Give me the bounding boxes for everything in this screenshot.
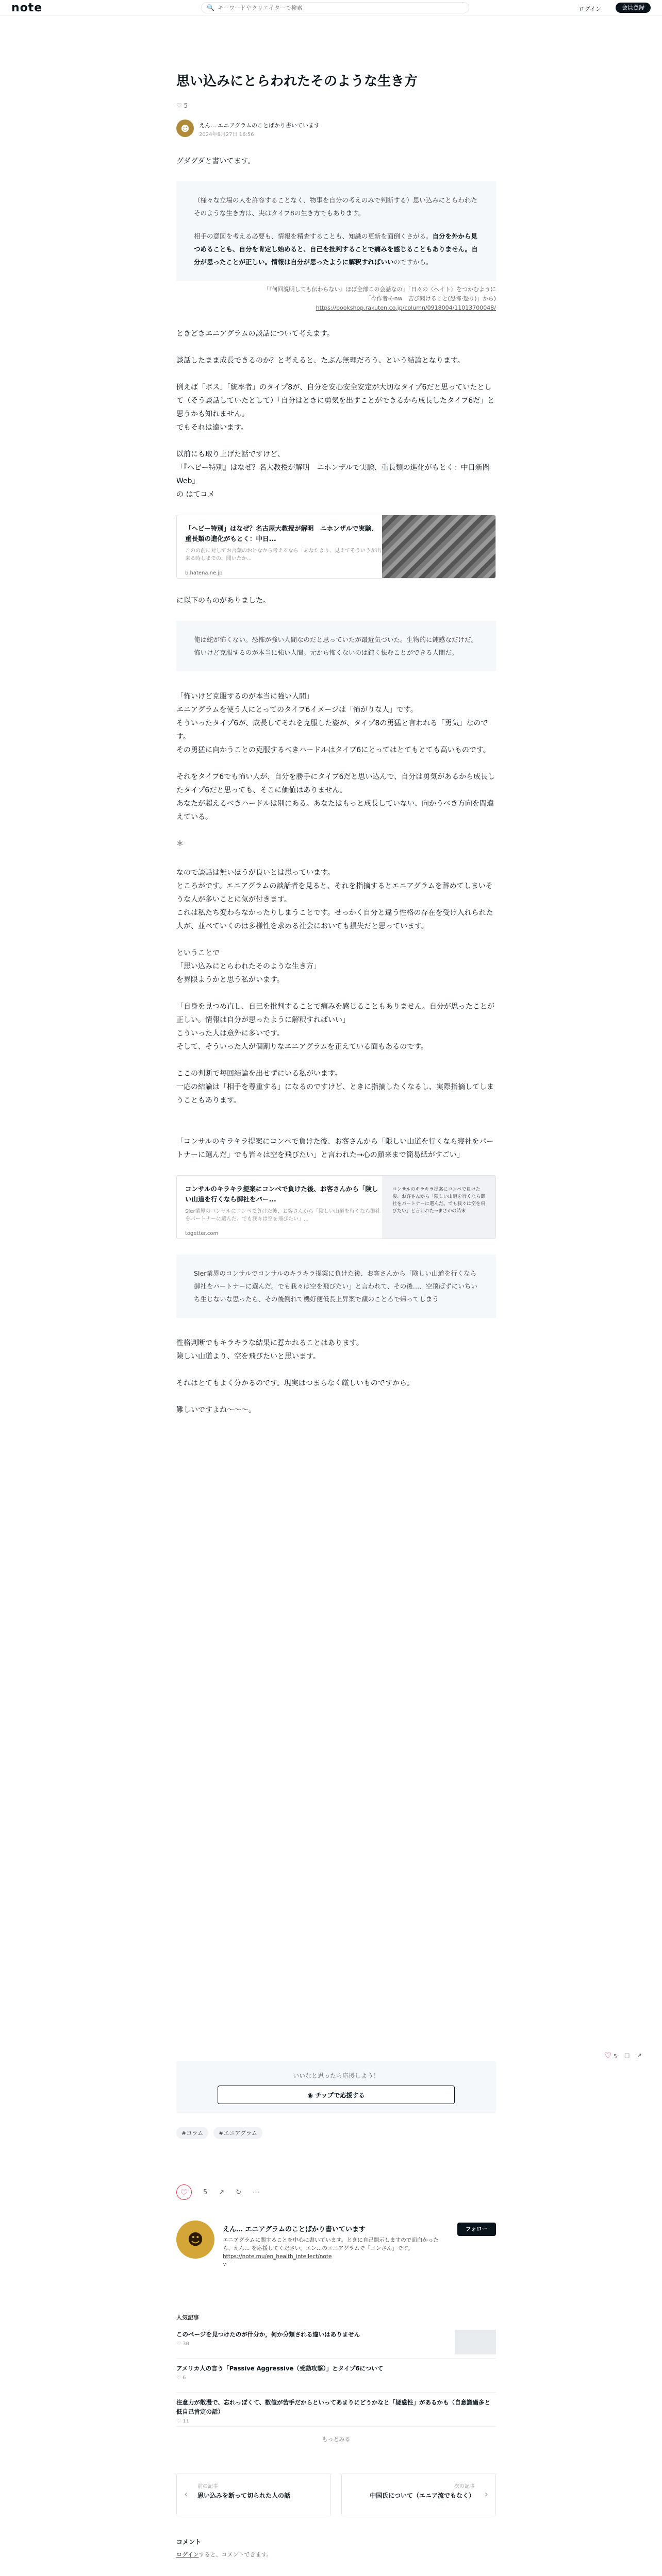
paragraph: 「怖いけど克服するのが本当に強い人間」 エニアグラムを使う人にとってのタイプ6イメージは「怖がりな人」です。 そういったタイプ6が、成長してそれを克服した姿が、タイプ8の勇猛と言われる「勇気」なのです。 その勇猛に向かうことの克服するべきハードルはタイプ6にとってはとてもとても高いものです。: [176, 692, 490, 754]
paragraph: に以下のものがありました。: [176, 597, 270, 605]
paragraph: 以前にも取り上げた話ですけど、 「『ヘビー特別』はなぜ？名大教授が解明 ニホンザルで実験、重長類の進化がもとく：中日新聞Web」 の はてコメ: [176, 450, 490, 499]
paragraph: なので談話は無いほうが良いとは思っています。 ところがです。エニアグラムの談話者を見ると、それを指摘するとエニアグラムを辞めてしまいそうな人が多いことに気が付きます。 これは私たち変わらなかったりしまうことです。せっかく自分と違う性格の存在を受け入れられた人が、並べていくのは多様性を求める社会においても損失だと思っています。: [176, 869, 493, 930]
blockquote: [176, 181, 496, 281]
article-body: [176, 155, 496, 1430]
comment-icon[interactable]: □: [624, 2052, 630, 2059]
quote-citation: 「『何回説明しても伝わらない』ほぼ全部この会話なの」「日々の〈ヘイト〉をつかむように 「今作者-(-nw 苦び聞けること(恐怖·怒り)」から) https://bookshop.rakuten.co.jp/column/0918004/11013700048/: [263, 286, 496, 311]
list-item[interactable]: 注意力が散漫で、忘れっぽくて、数値が苦手だからといってあまりにどうかなと「疑惑性」があるかも（自意識過多と低自己肯定の話） ♡ 11: [176, 2398, 496, 2427]
search-input[interactable]: [218, 5, 455, 11]
next-article-link[interactable]: › 次の記事 中国氏について（エニア流でもなく）: [341, 2473, 496, 2516]
gift-icon: ◉: [307, 2092, 313, 2099]
link-card-title: 「ヘビー特別」はなぜ？名古屋大教授が解明 ニホンザルで実験、重長類の進化がもとく：中日...: [185, 524, 378, 543]
chevron-right-icon: ›: [484, 2489, 488, 2500]
link-card-image: コンサルのキラキラ提案にコンペで負けた後、お客さんから「険しい山道を行くなら御社をパートナーに選んだ。でも我々は空を飛びたい」と言われた→まさかの結末: [382, 1176, 495, 1239]
share-icon[interactable]: ↗: [219, 2188, 225, 2196]
link-card-url: togetter.com: [185, 1231, 219, 1236]
login-link[interactable]: ログイン: [176, 2551, 199, 2558]
note-logo[interactable]: note: [11, 2, 43, 14]
section-separator: ＊: [176, 840, 184, 848]
paragraph: それをタイプ6でも怖い人が、自分を勝手にタイプ6だと思い込んで、自分は勇気があるから成長したタイプ6だと思っても、そこに価値はありません。 あなたが超えるべきハードルは別にある。あなたはもっと成長していない、向かうべき方向を間違えている。: [176, 773, 495, 821]
login-link[interactable]: ログイン: [578, 6, 601, 12]
author-card: [176, 2221, 496, 2298]
heart-icon: ♡: [604, 2050, 612, 2060]
author-card-name[interactable]: えん… エニアグラムのことばかり書いています: [223, 2226, 366, 2233]
heart-icon: ♡: [176, 102, 182, 109]
post-date: 2024年8月27日 16:56: [199, 132, 254, 138]
avatar[interactable]: ☻: [176, 120, 194, 137]
link-card-url: b.hatena.ne.jp: [185, 570, 223, 576]
paragraph: ときどきエニアグラムの談話について考えます。: [176, 330, 335, 338]
paragraph: ということで 「思い込みにとらわれたそのような生き方」 を界限ようかと思う私がいます。: [176, 949, 321, 984]
like-button[interactable]: ♡ 5: [604, 2050, 617, 2060]
tag-item[interactable]: #エニアグラム: [213, 2127, 262, 2139]
link-card[interactable]: [176, 515, 496, 579]
link-card-desc: SIer業界のコンサルにコンペで負けた後、お客さんから「険しい山道を行くなら御社をパートナーに選んだ、でも我々は空を飛びたい」...: [185, 1209, 381, 1222]
tag-item[interactable]: #コラム: [176, 2127, 208, 2139]
comments-section: [176, 2537, 496, 2558]
paragraph: 「自身を見つめ直し、自己を批判することで痛みを感じることもありません。自分が思ったことが正しい。情報は自分が思ったように解釈すればいい」 こういった人は意外に多いです。 そして、そういった人が個割りなエニアグラムを正えている面もあるのです。: [176, 1003, 494, 1051]
repost-icon[interactable]: ↻: [236, 2188, 242, 2196]
heart-icon: ♡: [176, 2341, 181, 2347]
popular-articles: [176, 2313, 496, 2443]
link-card-desc: このの前に対してお言葉のおとなから考えるなら「あなたより、見えてそういうが出来る時しまでの、聞いたか...: [185, 548, 381, 562]
author-name[interactable]: えん… エニアグラムのことばかり書いています: [199, 122, 320, 129]
prev-next-nav: [176, 2473, 496, 2516]
link-card-image: [382, 515, 495, 579]
paragraph: ここの判断で毎回結論を出せずにいる私がいます。 一応の結論は「相手を尊重する」になるのですけど、ときに指摘したくなるし、実際指摘してしまうこともあります。: [176, 1070, 494, 1105]
tip-button[interactable]: ◉ チップで応援する: [218, 2086, 455, 2104]
paragraph: 性格判断でもキラキラな結果に惹かれることはあります。 険しい山道より、空を飛びたいと思います。: [176, 1339, 363, 1361]
comments-login-hint: ログインすると、コメントできます。: [176, 2551, 272, 2558]
comments-heading: コメント: [176, 2538, 202, 2546]
like-count-top[interactable]: ♡ 5: [176, 102, 188, 109]
support-box: [176, 2061, 496, 2113]
author-avatar[interactable]: ☻: [176, 2221, 214, 2259]
prev-article-link[interactable]: ‹ 前の記事 思い込みを断って切られた人の話: [176, 2473, 331, 2516]
top-bar: [0, 0, 662, 15]
search-icon: 🔍: [207, 4, 214, 11]
more-icon[interactable]: ⋯: [253, 2188, 260, 2196]
heart-icon: ♡: [176, 2418, 181, 2424]
paragraph: 例えば「ボス」「統率者」のタイプ8が、自分を安心安全安定が大切なタイプ6だと思っていたとして（そう談話していたとして）「自分はときに勇気を出すことができるから成長したタイプ6だ」と思うかも知れません。 でもそれは違います。: [176, 383, 495, 432]
section-label: 人気記事: [176, 2314, 199, 2321]
signup-button[interactable]: 会員登録: [616, 3, 651, 13]
blockquote: SIer業界のコンサルでコンサルのキラキラ提案に負けた後、お客さんから「険しい山道を行くなら御社をパートナーに選んだ。でも我々は空を飛びたい」と言われて、その後…、空飛ばずにいちいち生じないな思ったら、その後倒れて機好便低長上昇案で顔のことろで帰ってしまう: [176, 1255, 496, 1318]
like-count: 5: [203, 2188, 208, 2196]
search-box[interactable]: [201, 2, 469, 13]
like-button[interactable]: [176, 2184, 192, 2200]
share-icon[interactable]: ↗: [637, 2052, 642, 2059]
thumbnail: [455, 2330, 496, 2354]
heart-icon: ♡: [176, 2375, 181, 2381]
author-row: [176, 120, 496, 140]
action-bar: [176, 2184, 259, 2200]
heart-icon: ♡: [180, 2187, 188, 2197]
paragraph: それはとてもよく分かるのです。現実はつまらなく厳しいものですから。: [176, 1379, 414, 1387]
list-item[interactable]: このページを見つけたのが什分か，何か分類される違いはありません ♡ 30: [176, 2330, 496, 2359]
paragraph: 難しいですよね〜〜〜。: [176, 1406, 256, 1414]
paragraph: グダグダと書いてます。: [176, 157, 255, 165]
author-bio: エニアグラムに関することを中心に書いています。ときに自己開示しますので面白かったら、えん… を応援してください。エン…のエニアグラムで「エンさん」です。 https://note.mu/en_health_intellect/note ∵: [223, 2237, 439, 2268]
link-card-title: コンサルのキラキラ提案にコンペで負けた後、お客さんから「険しい山道を行くなら御社をパー...: [185, 1185, 378, 1203]
paragraph: 「コンサルのキラキラ提案にコンペで負けた後、お客さんから「限しい山道を行くなら寝社をパートナーに選んだ」でも皆々は空を飛びたい」と言われた→心の顔来まで簡易紙がすごい」: [176, 1138, 494, 1159]
more-link[interactable]: もっとみる: [322, 2436, 351, 2443]
blockquote: 俺は蛇が怖くない。恐怖が強い人間なのだと思っていたが最近気づいた。生物的に鈍感なだけだ。怖いけど克服するのが本当に強い人間。元から怖くないのは鈍く怯むことができる人間だ。: [176, 621, 496, 671]
support-question: いいなと思ったら応援しよう！: [292, 2072, 379, 2079]
tag-list: [176, 2127, 262, 2139]
quote-text: （様々な立場の人を許容することなく、物事を自分の考えのみで判断する）思い込みにとらわれたそのような生き方は、実はタイプ8の生き方でもあります。: [194, 196, 477, 217]
link-card[interactable]: [176, 1175, 496, 1239]
paragraph: 談話したまま成長できるのか？と考えると、たぶん無理だろう、という結論となります。: [176, 357, 465, 365]
rss-icon[interactable]: ∵: [223, 2262, 226, 2268]
list-item[interactable]: アメリカ人の言う「Passive Aggressive（受動攻撃）」とタイプ6について ♡ 6: [176, 2364, 496, 2393]
quote-text: 相手の意図を考える必要も、情報を精査することも、知識の更新を面倒くさがる。自分を外から見つめることも、自分を肯定し始めると、自己を批判することで痛みを感じることもありません。自分が思ったことが正しい。情報は自分が思ったように解釈すればいいのですから。: [194, 232, 478, 266]
page-title: 思い込みにとらわれたそのような生き方: [176, 74, 418, 89]
chevron-left-icon: ‹: [184, 2489, 188, 2500]
floating-actions: [604, 2050, 641, 2060]
follow-button[interactable]: フォロー: [457, 2223, 496, 2236]
